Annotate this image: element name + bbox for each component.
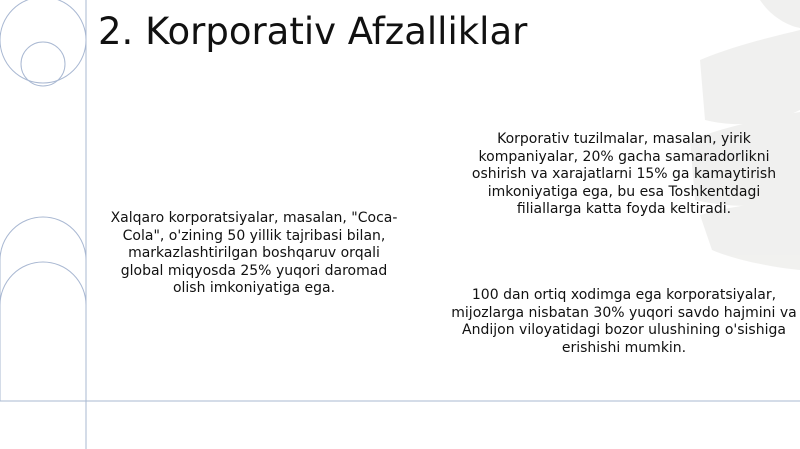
paragraph-top-right: Korporativ tuzilmalar, masalan, yirik kompaniyalar, 20% gacha samaradorlikni oshirish va xarajatlarni 15% ga kamaytirish imkoniyatiga ega, bu esa Toshkentdagi filiallarga katta foyda keltiradi. [471,131,777,217]
paragraph-bottom-right: 100 dan ortiq xodimga ega korporatsiyalar, mijozlarga nisbatan 30% yuqori savdo hajmini va Andijon viloyatidagi bozor ulushining o'sishiga erishishi mumkin. [451,287,797,356]
paragraph-left: Xalqaro korporatsiyalar, masalan, "Coca-Cola", o'zining 50 yillik tajribasi bilan, markazlashtirilgan boshqaruv orqali global miqyosda 25% yuqori daromad olish imkoniyatiga ega. [110,210,398,296]
slide-title: 2. Korporativ Afzalliklar [98,10,528,53]
